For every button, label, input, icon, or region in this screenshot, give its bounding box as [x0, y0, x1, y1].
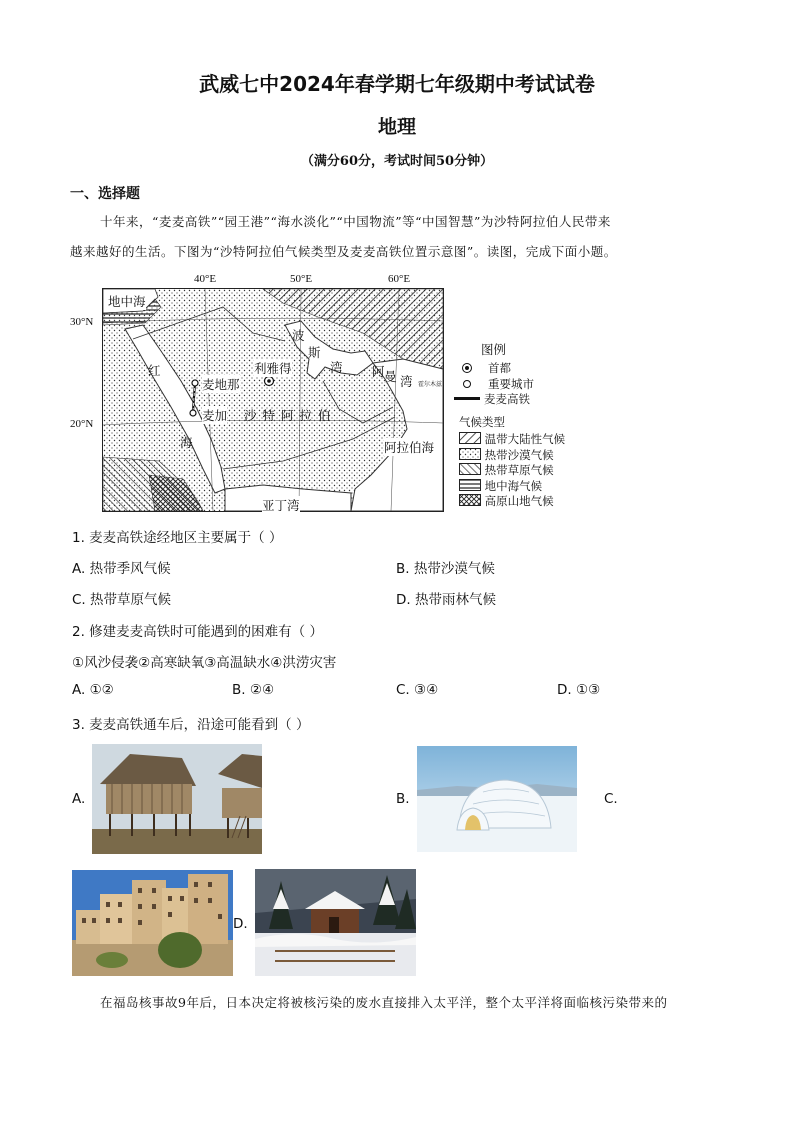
- legend-title: 图例: [481, 342, 507, 357]
- q1-option-c: C. 热带草原气候: [72, 592, 172, 608]
- q1-stem: 1. 麦麦高铁途经地区主要属于（ ）: [72, 530, 283, 546]
- label-oman-2: 曼: [384, 369, 397, 384]
- legend-grassland-label: 热带草原气候: [484, 463, 554, 477]
- next-paragraph: 在福岛核事故9年后，日本决定将被核污染的废水直接排入太平洋，整个太平洋将面临核污染带来的: [100, 995, 668, 1010]
- mecca-marker: [190, 410, 196, 416]
- capital-icon: [462, 363, 472, 373]
- grassland-swatch-icon: [459, 463, 481, 475]
- legend-temperate-label: 温带大陆性气候: [484, 432, 566, 446]
- label-oman-1: 阿: [372, 364, 385, 379]
- label-gulf-of-aden: 亚丁湾: [262, 498, 300, 513]
- legend-capital: [462, 360, 511, 376]
- lat-label-20: 20°N: [70, 418, 94, 430]
- legend-mediterranean-label: 地中海气候: [484, 479, 543, 493]
- desert-swatch-icon: [459, 448, 481, 460]
- label-mecca: 麦加: [202, 408, 228, 423]
- label-saudi-arabia: 沙 特 阿 拉 伯: [244, 408, 332, 423]
- label-gulf-2: 斯: [308, 345, 321, 360]
- medina-marker: [192, 380, 198, 386]
- label-red-sea-2: 海: [180, 435, 193, 450]
- label-red-sea-1: 红: [148, 363, 161, 378]
- label-riyadh: 利雅得: [254, 361, 292, 376]
- label-medina: 麦地那: [202, 377, 240, 392]
- label-hormuz: 霍尔木兹: [418, 381, 443, 388]
- legend-capital-label: 首都: [488, 361, 511, 375]
- q2-items: ①风沙侵袭②高寒缺氧③高温缺水④洪涝灾害: [72, 655, 337, 671]
- q1-option-b: B. 热带沙漠气候: [396, 561, 495, 577]
- mediterranean-swatch-icon: [459, 479, 481, 491]
- intro-line-2: 越来越好的生活。下图为“沙特阿拉伯气候类型及麦麦高铁位置示意图”。读图，完成下面小题。: [70, 244, 617, 259]
- photo-desert-buildings: [72, 870, 233, 976]
- q3-option-b: B.: [396, 791, 410, 807]
- legend-desert-label: 热带沙漠气候: [484, 448, 554, 462]
- label-gulf-1: 波: [292, 328, 305, 343]
- section-heading: 一、选择题: [70, 186, 140, 202]
- climate-map: [102, 288, 444, 512]
- legend-temperate: [459, 431, 565, 447]
- legend-railway-label: 麦麦高铁: [484, 392, 530, 406]
- photo-snow-cabin: [255, 869, 416, 976]
- label-arabian-sea: 阿拉伯海: [384, 440, 435, 455]
- photo-stilt-houses: [92, 744, 262, 854]
- label-gulf-3: 湾: [330, 360, 343, 375]
- legend-highland-label: 高原山地气候: [484, 494, 554, 508]
- highland-swatch-icon: [459, 494, 481, 506]
- legend-climate-title: 气候类型: [459, 415, 505, 429]
- q2-option-a: A. ①②: [72, 682, 114, 698]
- temperate-swatch-icon: [459, 432, 481, 444]
- exam-title: 武威七中2024年春学期七年级期中考试试卷: [199, 72, 595, 96]
- q2-option-d: D. ①③: [557, 682, 601, 698]
- city-icon: [463, 380, 471, 388]
- label-mediterranean: 地中海: [108, 294, 146, 309]
- exam-note: （满分60分，考试时间50分钟）: [300, 154, 494, 169]
- legend-city-label: 重要城市: [488, 377, 534, 391]
- lon-label-60: 60°E: [388, 273, 411, 285]
- q3-option-d: D.: [233, 916, 248, 932]
- q3-option-c: C.: [604, 791, 618, 807]
- q3-option-a: A.: [72, 791, 86, 807]
- legend-grassland: [459, 462, 554, 478]
- lat-label-30: 30°N: [70, 316, 94, 328]
- q1-option-a: A. 热带季风气候: [72, 561, 171, 577]
- railway-icon: [454, 397, 480, 400]
- legend-railway: [454, 391, 530, 407]
- q2-stem: 2. 修建麦麦高铁时可能遇到的困难有（ ）: [72, 624, 323, 640]
- subject-title: 地理: [377, 116, 416, 138]
- legend-city: [462, 376, 534, 392]
- q3-stem: 3. 麦麦高铁通车后，沿途可能看到（ ）: [72, 717, 310, 733]
- label-oman-3: 湾: [400, 374, 413, 389]
- lon-label-40: 40°E: [194, 273, 217, 285]
- legend-mediterranean: [459, 478, 542, 494]
- q2-option-c: C. ③④: [396, 682, 439, 698]
- photo-igloo: [417, 746, 577, 852]
- map-svg: [103, 289, 443, 511]
- legend-highland: [459, 493, 554, 509]
- intro-line-1: 十年来，“麦麦高铁”“园王港”“海水淡化”“中国物流”等“中国智慧”为沙特阿拉伯人民带来: [100, 214, 611, 229]
- q2-option-b: B. ②④: [232, 682, 275, 698]
- q1-option-d: D. 热带雨林气候: [396, 592, 496, 608]
- legend-desert: [459, 447, 554, 463]
- lon-label-50: 50°E: [290, 273, 313, 285]
